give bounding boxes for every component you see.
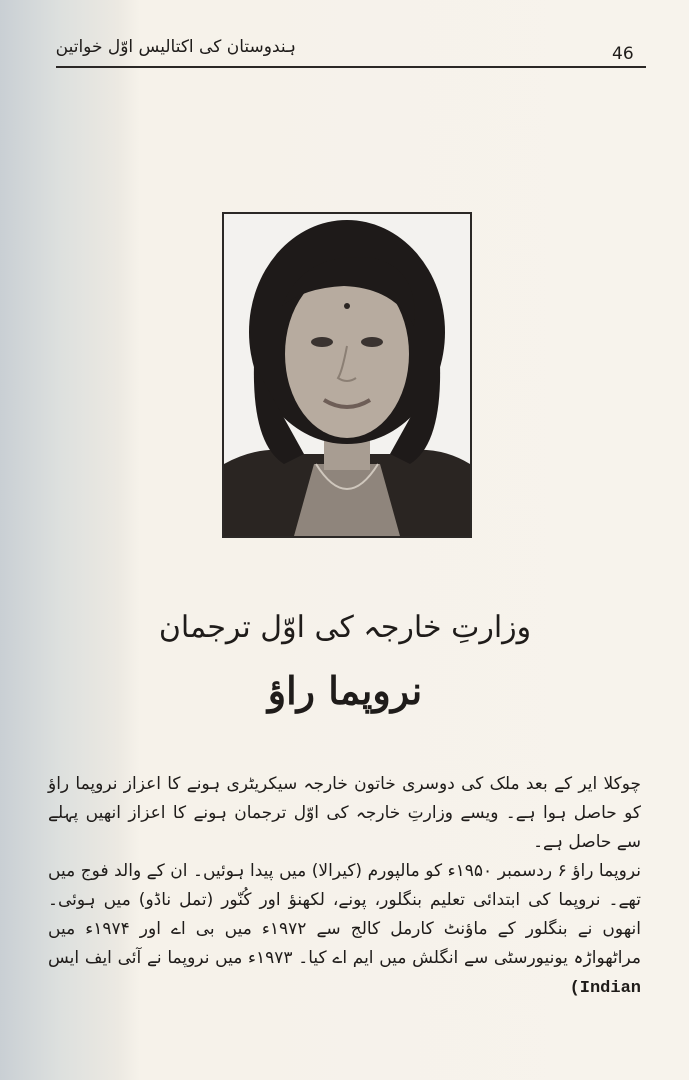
header-rule bbox=[56, 66, 646, 68]
article-subject-name: نروپما راؤ bbox=[267, 668, 423, 713]
running-header-title: ہندوستان کی اکتالیس اوّل خواتین bbox=[55, 37, 296, 57]
article-body bbox=[48, 770, 641, 1070]
body-paragraph-2 bbox=[48, 857, 641, 1003]
body-paragraph-1: چوکلا ایر کے بعد ملک کی دوسری خاتون خارجہ سیکریٹری ہونے کا اعزاز نروپما راؤ کو حاصل ہوا ہے۔ ویسے وزارتِ خارجہ کی اوّل ترجمان ہونے کا اعزاز انھیں پہلے سے حاصل ہے۔ bbox=[48, 774, 641, 852]
portrait-photo bbox=[222, 212, 472, 538]
article-title: وزارتِ خارجہ کی اوّل ترجمان bbox=[158, 610, 532, 645]
portrait-icon bbox=[224, 214, 470, 536]
english-fragment: (Indian bbox=[569, 979, 641, 998]
page-number: 46 bbox=[612, 44, 634, 64]
body-paragraph-2-text: نروپما راؤ ۶ ردسمبر ۱۹۵۰ء کو مالپورم (کیرالا) میں پیدا ہوئیں۔ ان کے والد فوج میں تھے۔ نروپما کی ابتدائی تعلیم بنگلور، پونے، لکھنؤ اور کُنّور (تمل ناڈو) میں ہوئی۔ انھوں نے بنگلور کے ماؤنٹ کارمل کالج سے ۱۹۷۲ء میں بی اے اور ۱۹۷۴ء میں مراٹھواڑہ یونیورسٹی سے انگلش میں ایم اے کیا۔ ۱۹۷۳ء میں نروپما نے آئی ایف ایس bbox=[48, 861, 641, 968]
